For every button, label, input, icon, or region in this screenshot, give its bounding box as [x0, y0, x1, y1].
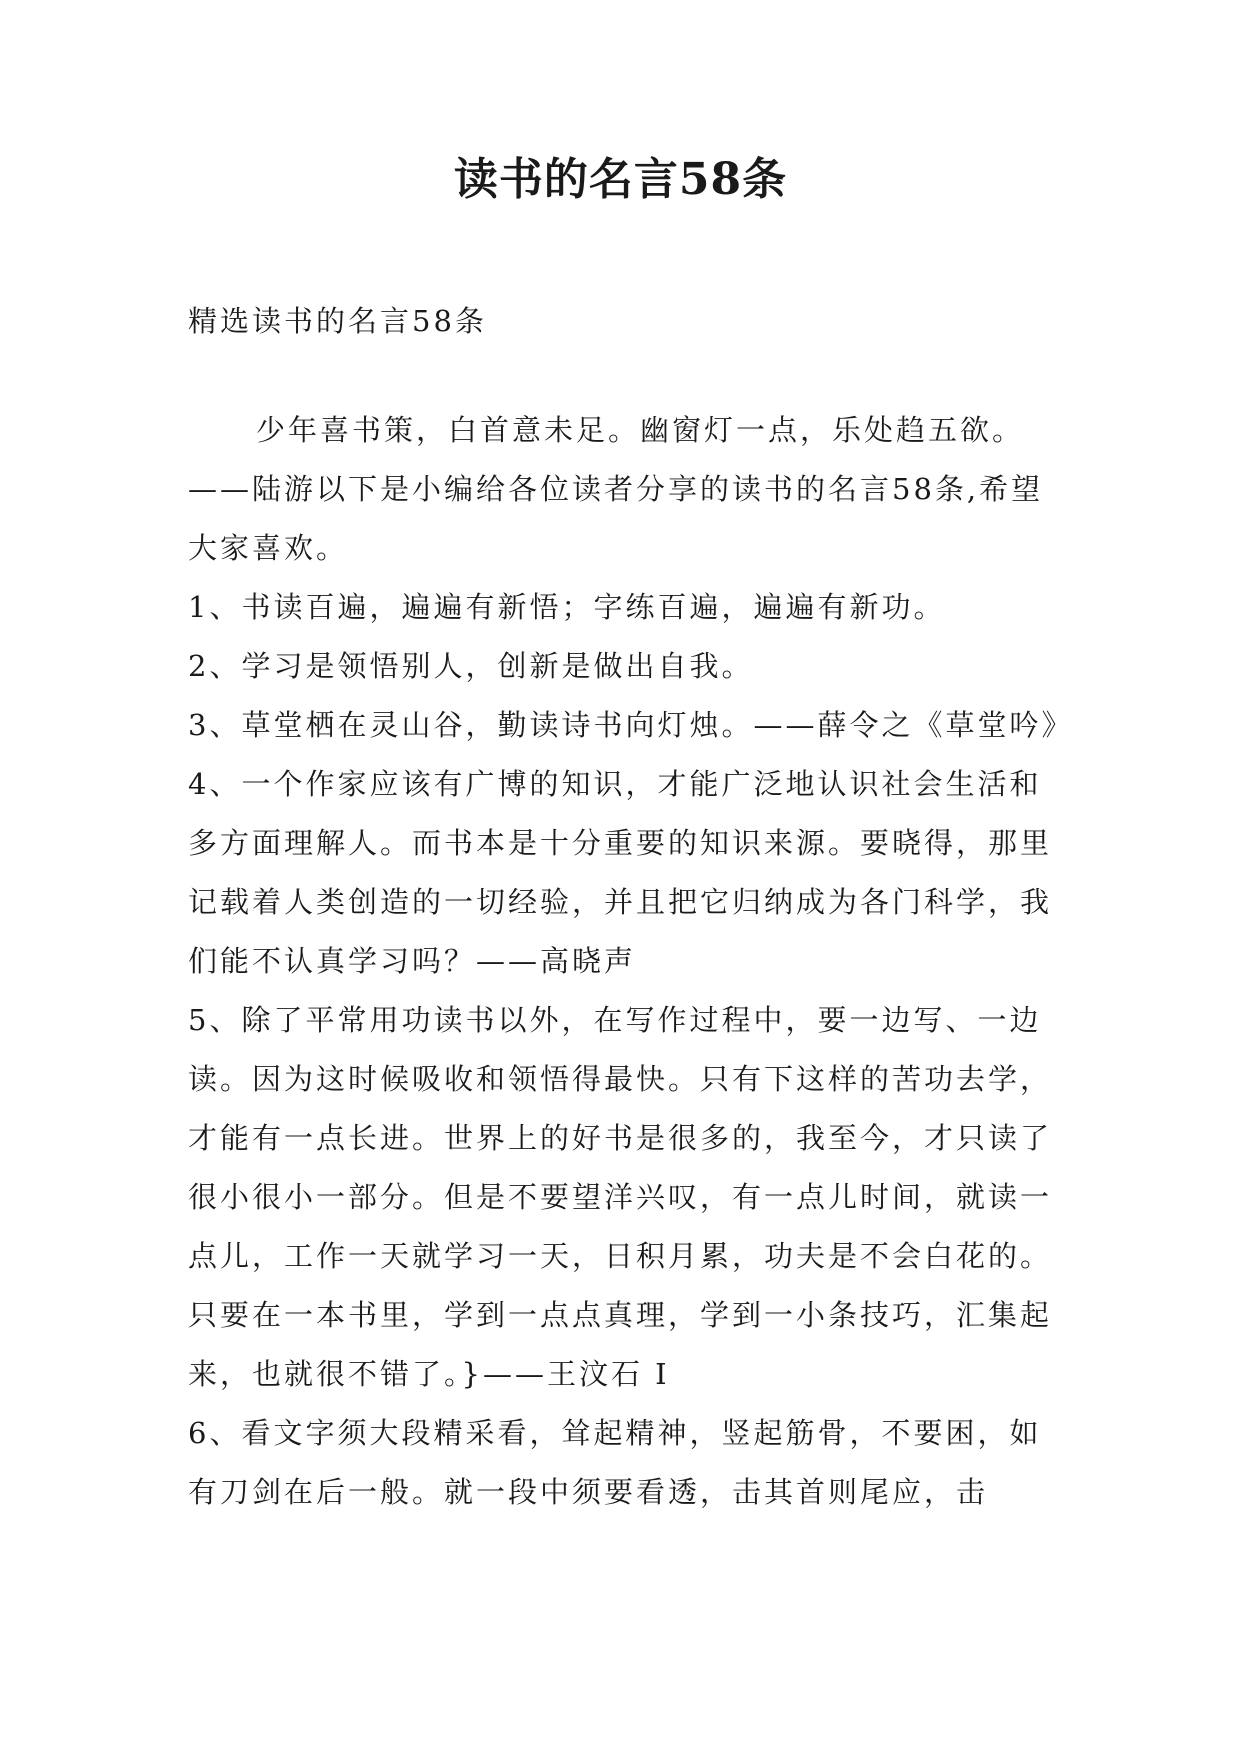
quote-item-5: 5、除了平常用功读书以外，在写作过程中，要一边写、一边读。因为这时候吸收和领悟得最快。只有下这样的苦功去学，才能有一点长进。世界上的好书是很多的，我至今，才只读了很小很小一部分。但是不要望洋兴叹，有一点儿时间，就读一点儿，工作一天就学习一天，日积月累，功夫是不会白花的。只要在一本书里，学到一点点真理，学到一小条技巧，汇集起来，也就很不错了。}——王汶石 I: [188, 1003, 1053, 1391]
document-title: 读书的名言58条: [453, 154, 788, 205]
document-body: [188, 401, 1074, 1522]
quote-item-1: 1、书读百遍，遍遍有新悟；字练百遍，遍遍有新功。: [188, 590, 946, 624]
quote-item-6: 6、看文字须大段精采看，耸起精神，竖起筋骨，不要困，如有刀剑在后一般。就一段中须要看透，击其首则尾应，击: [188, 1416, 1042, 1509]
quote-item-4: 4、一个作家应该有广博的知识，才能广泛地认识社会生活和多方面理解人。而书本是十分重要的知识来源。要晓得，那里记载着人类创造的一切经验，并且把它归纳成为各门科学，我们能不认真学习吗？——高晓声: [188, 767, 1053, 978]
intro-paragraph: 少年喜书策，白首意未足。幽窗灯一点，乐处趋五欲。——陆游以下是小编给各位读者分享的读书的名言58条,希望大家喜欢。: [188, 413, 1044, 565]
quote-item-3: 3、草堂栖在灵山谷，勤读诗书向灯烛。——薛令之《草堂吟》: [188, 708, 1074, 742]
quote-item-2: 2、学习是领悟别人，创新是做出自我。: [188, 649, 754, 683]
document-subtitle: 精选读书的名言58条: [188, 304, 487, 338]
